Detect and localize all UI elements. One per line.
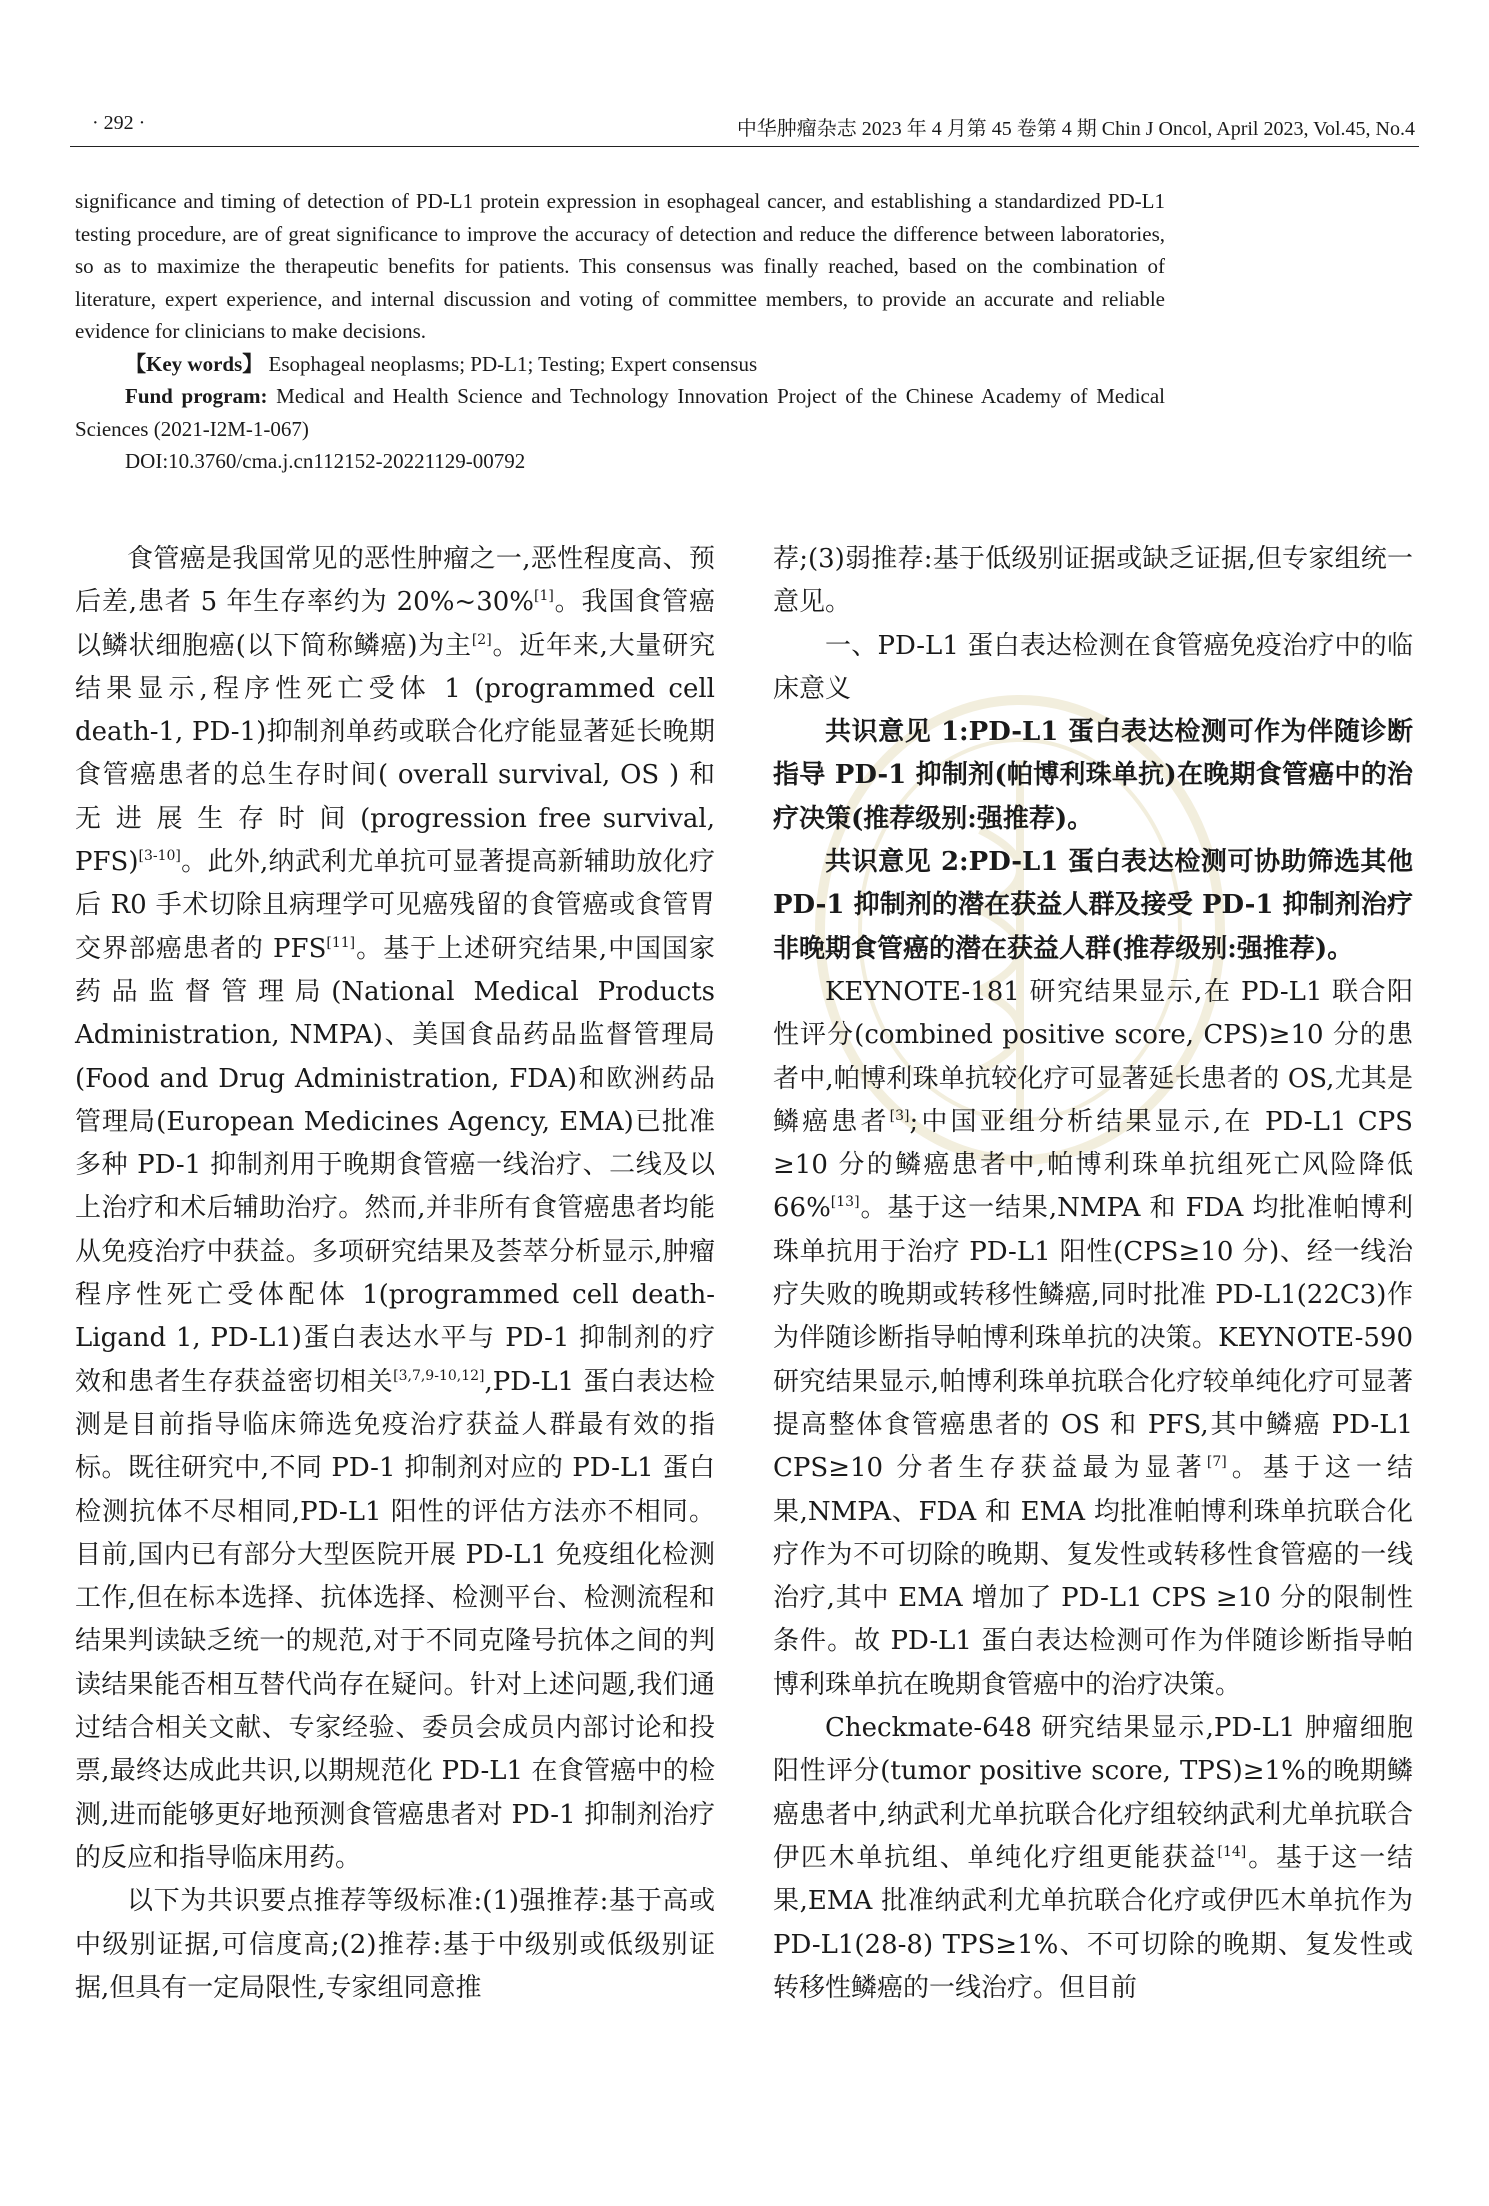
doi: DOI:10.3760/cma.j.cn112152-20221129-00792 bbox=[125, 449, 526, 473]
grading-continuation: 荐;(3)弱推荐:基于低级别证据或缺乏证据,但专家组统一意见。 bbox=[773, 544, 1413, 618]
citation: [14] bbox=[1217, 1843, 1247, 1860]
citation: [3] bbox=[889, 1107, 910, 1124]
abstract-text: significance and timing of detection of PD-L1 protein expression in esophageal cancer, and establishing a standardized PD-L1 testing procedure, are of great significance to improve the accuracy of detection and reduce the difference between laboratories, so as to maximize the therapeutic benefits for patients. This consensus was finally reached, based on the combination of literature, expert experience, and internal discussion and voting of committee members, to provide an accurate and reliable evidence for clinicians to make decisions. bbox=[75, 189, 1165, 343]
fund-value: Medical and Health Science and Technology Innovation Project of the Chinese Academy of Medical Sciences (2021-I2M-1-067) bbox=[75, 384, 1166, 441]
text-run: 。基于这一结果,EMA 批准纳武利尤单抗联合化疗或伊匹木单抗作为 PD-L1(28-8) TPS≥1%、不可切除的晚期、复发性或转移性鳞癌的一线治疗。但目前 bbox=[773, 1842, 1413, 2003]
text-run: 。此外,纳武利尤单抗可显著提高新辅助放化疗后 R0 手术切除且病理学可见癌残留的食管癌或食管胃交界部癌患者的 PFS bbox=[75, 847, 715, 964]
fund-program bbox=[75, 380, 1165, 445]
citation: [2] bbox=[471, 631, 492, 648]
consensus-2: 共识意见 2:PD-L1 蛋白表达检测可协助筛选其他 PD-1 抑制剂的潜在获益人群及接受 PD-1 抑制剂治疗非晚期食管癌的潜在获益人群(推荐级别:强推荐)。 bbox=[773, 847, 1413, 964]
citation: [13] bbox=[830, 1194, 860, 1211]
text-run: 。近年来,大量研究结果显示,程序性死亡受体 1 (programmed cell death-1, PD-1)抑制剂单药或联合化疗能显著延长晚期食管癌患者的总生存时间( overall survival, OS ) 和 无 进 展 生 存 时 间 (progression free survival, PFS) bbox=[75, 630, 715, 878]
fund-label: Fund program: bbox=[125, 384, 268, 408]
text-run: 。我国食管癌以鳞状细胞癌(以下简称鳞癌)为主 bbox=[75, 587, 715, 661]
text-run: 。基于这一结果,NMPA、FDA 和 EMA 均批准帕博利珠单抗联合化疗作为不可切除的晚期、复发性或转移性食管癌的一线治疗,其中 EMA 增加了 PD-L1 CPS ≥10 分的限制性条件。故 PD-L1 蛋白表达检测可作为伴随诊断指导帕博利珠单抗在晚期食管癌中的治疗决策。 bbox=[773, 1453, 1413, 1700]
checkmate-paragraph bbox=[773, 1707, 1413, 2010]
intro-paragraph bbox=[75, 538, 715, 1880]
text-run: Checkmate-648 研究结果显示,PD-L1 肿瘤细胞阳性评分(tumor positive score, TPS)≥1%的晚期鳞癌患者中,纳武利尤单抗联合化疗组较纳武利尤单抗联合伊匹木单抗组、单纯化疗组更能获益 bbox=[773, 1713, 1413, 1873]
citation: [3-10] bbox=[138, 848, 181, 865]
left-column bbox=[75, 538, 715, 2010]
text-run: ;中国亚组分析结果显示,在 PD-L1 CPS ≥10 分的鳞癌患者中,帕博利珠单抗组死亡风险降低 66% bbox=[773, 1106, 1413, 1224]
consensus-1: 共识意见 1:PD-L1 蛋白表达检测可作为伴随诊断指导 PD-1 抑制剂(帕博利珠单抗)在晚期食管癌中的治疗决策(推荐级别:强推荐)。 bbox=[773, 717, 1413, 834]
citation: [7] bbox=[1206, 1454, 1227, 1471]
key-words-label: 【Key words】 bbox=[125, 351, 264, 376]
text-run: KEYNOTE-181 研究结果显示,在 PD-L1 联合阳性评分(combined positive score, CPS)≥10 分的患者中,帕博利珠单抗较化疗可显著延长患者的 OS,尤其是鳞癌患者 bbox=[773, 976, 1413, 1137]
right-column bbox=[773, 538, 1413, 2010]
text-run: 。基于这一结果,NMPA 和 FDA 均批准帕博利珠单抗用于治疗 PD-L1 阳性(CPS≥10 分)、经一线治疗失败的晚期或转移性鳞癌,同时批准 PD-L1(22C3)作为伴随诊断指导帕博利珠单抗的决策。KEYNOTE-590 研究结果显示,帕博利珠单抗联合化疗较单纯化疗可显著提高整体食管癌患者的 OS 和 PFS,其中鳞癌 PD-L1 CPS≥10 分者生存获益最为显著 bbox=[773, 1193, 1413, 1484]
page-number: · 292 · bbox=[92, 112, 146, 134]
abstract-section bbox=[75, 185, 1165, 478]
key-words-value: Esophageal neoplasms; PD-L1; Testing; Expert consensus bbox=[268, 351, 758, 376]
keynote-paragraph bbox=[773, 971, 1413, 1707]
text-run: ,PD-L1 蛋白表达检测是目前指导临床筛选免疫治疗获益人群最有效的指标。既往研究中,不同 PD-1 抑制剂对应的 PD-L1 蛋白检测抗体不尽相同,PD-L1 阳性的评估方法亦不相同。目前,国内已有部分大型医院开展 PD-L1 免疫组化检测工作,但在标本选择、抗体选择、检测平台、检测流程和结果判读缺乏统一的规范,对于不同克隆号抗体之间的判读结果能否相互替代尚存在疑问。针对上述问题,我们通过结合相关文献、专家经验、委员会成员内部讨论和投票,最终达成此共识,以期规范化 PD-L1 在食管癌中的检测,进而能够更好地预测食管癌患者对 PD-1 抑制剂治疗的反应和指导临床用药。 bbox=[75, 1366, 715, 1873]
section-title: 一、PD-L1 蛋白表达检测在食管癌免疫治疗中的临床意义 bbox=[773, 630, 1413, 704]
text-run: 食管癌是我国常见的恶性肿瘤之一,恶性程度高、预后差,患者 5 年生存率约为 20%~30% bbox=[75, 544, 715, 618]
text-run: 。基于上述研究结果,中国国家药品监督管理局(National Medical Products Administration, NMPA)、美国食品药品监督管理局(Food and Drug Administration, FDA)和欧洲药品管理局(European Medicines Agency, EMA)已批准多种 PD-1 抑制剂用于晚期食管癌一线治疗、二线及以上治疗和术后辅助治疗。然而,并非所有食管癌患者均能从免疫治疗中获益。多项研究结果及荟萃分析显示,肿瘤程序性死亡受体配体 1(programmed cell death-Ligand 1, PD-L1)蛋白表达水平与 PD-1 抑制剂的疗效和患者生存获益密切相关 bbox=[75, 933, 715, 1397]
key-words bbox=[75, 348, 1165, 381]
citation: [11] bbox=[326, 934, 356, 951]
citation: [3,7,9-10,12] bbox=[393, 1367, 485, 1384]
running-header bbox=[70, 110, 1419, 147]
journal-citation: 中华肿瘤杂志 2023 年 4 月第 45 卷第 4 期 Chin J Oncol, April 2023, Vol.45, No.4 bbox=[736, 118, 1415, 140]
citation: [1] bbox=[533, 588, 554, 605]
grading-paragraph: 以下为共识要点推荐等级标准:(1)强推荐:基于高或中级别证据,可信度高;(2)推荐:基于中级别或低级别证据,但具有一定局限性,专家组同意推 bbox=[75, 1886, 715, 2003]
